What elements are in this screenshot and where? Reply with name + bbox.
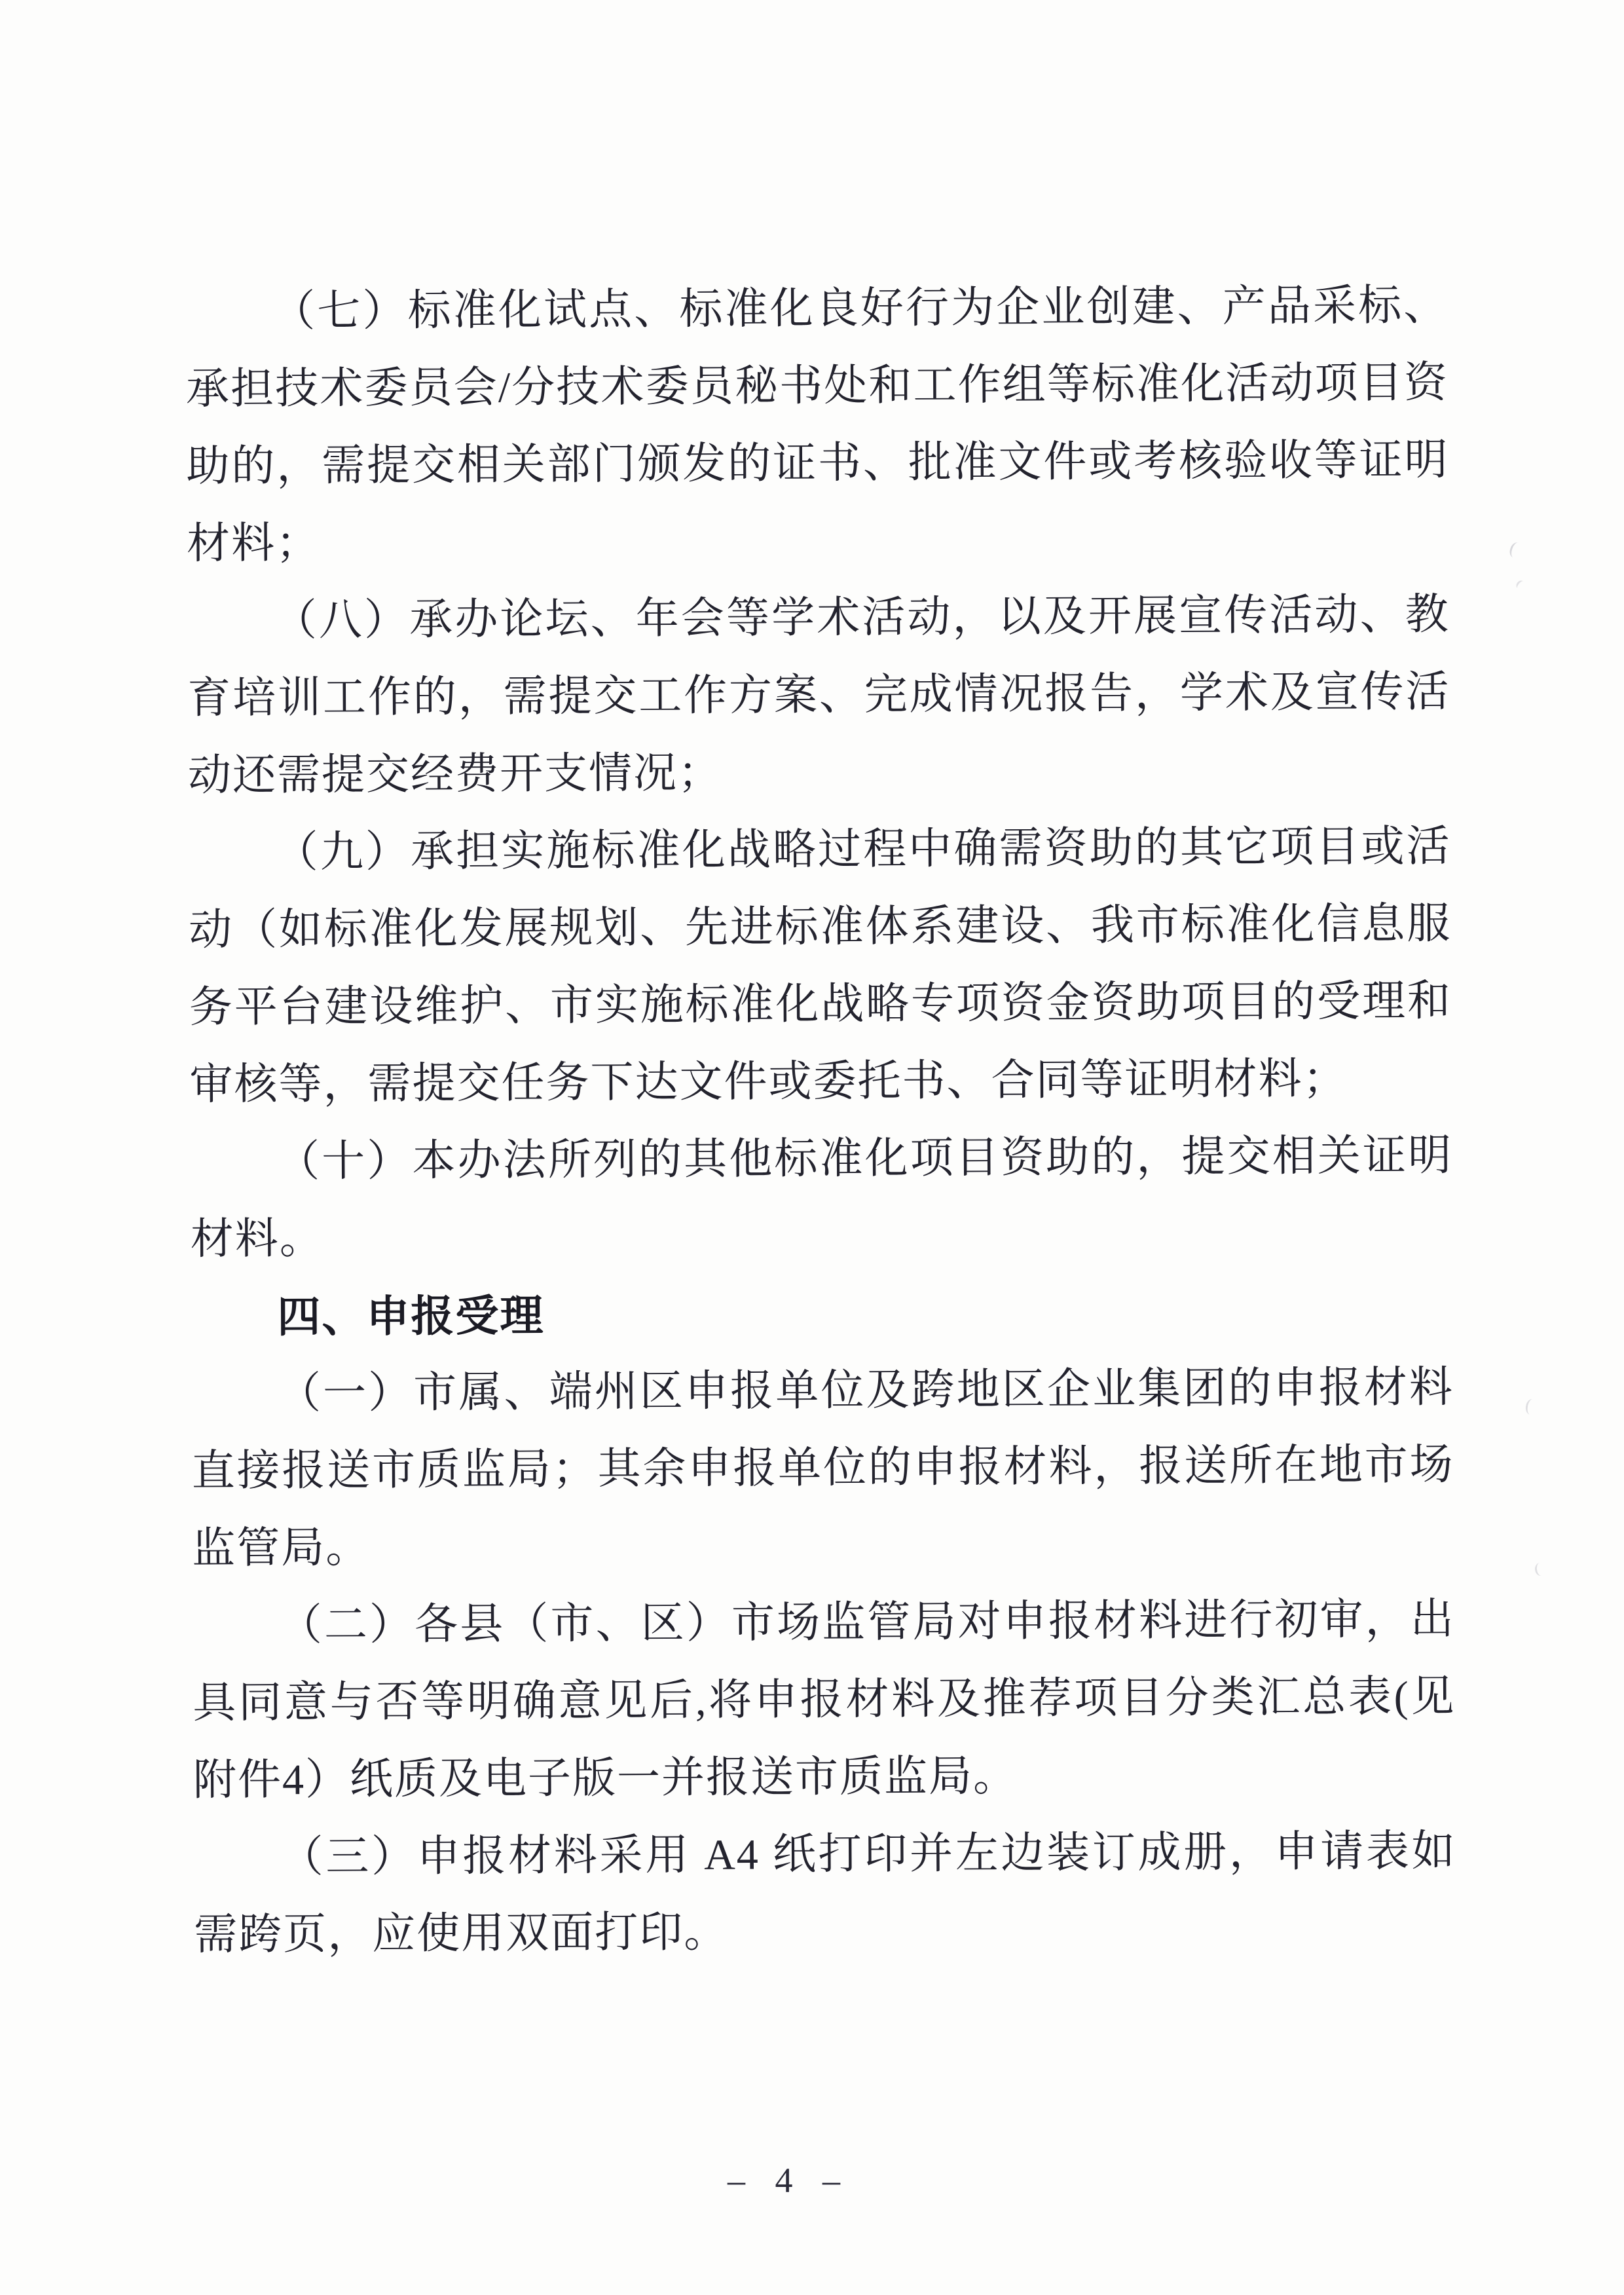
scan-artifact: [1524, 1398, 1538, 1416]
page-number: – 4 –: [728, 2161, 847, 2200]
paragraph-item-3: （三）申报材料采用 A4 纸打印并左边装订成册，申请表如需跨页，应使用双面打印。: [194, 1827, 1456, 1960]
paragraph-item-10: （十）本办法所列的其他标准化项目资助的，提交相关证明材料。: [190, 1131, 1453, 1264]
paragraph-item-1: （一）市属、端州区申报单位及跨地区企业集团的申报材料直接报送市质监局；其余申报单位的申报材料，报送所在地市场监管局。: [191, 1363, 1454, 1573]
scan-artifact: [1508, 541, 1524, 559]
paragraph-item-7: （七）标准化试点、标准化良好行为企业创建、产品采标、承担技术委员会/分技术委员秘书处和工作组等标准化活动项目资助的，需提交相关部门颁发的证书、批准文件或考核验收等证明材料；: [185, 281, 1449, 569]
scan-artifact: [1515, 579, 1526, 591]
paragraph-item-2: （二）各县（市、区）市场监管局对申报材料进行初审，出具同意与否等明确意见后,将申报材料及推荐项目分类汇总表(见附件4）纸质及电子版一并报送市质监局。: [193, 1595, 1456, 1805]
paragraph-item-8: （八）承办论坛、年会等学术活动，以及开展宣传活动、教育培训工作的，需提交工作方案、完成情况报告，学术及宣传活动还需提交经费开支情况；: [187, 590, 1450, 800]
section-heading: 四、申报受理: [277, 1291, 545, 1341]
scan-artifact: [1534, 1562, 1547, 1577]
paragraph-item-9: （九）承担实施标准化战略过程中确需资助的其它项目或活动（如标准化发展规划、先进标准体系建设、我市标准化信息服务平台建设维护、市实施标准化战略专项资金资助项目的受理和审核等，需提交任务下达文件或委托书、合同等证明材料；: [189, 822, 1452, 1110]
document-body: [185, 267, 1457, 1974]
